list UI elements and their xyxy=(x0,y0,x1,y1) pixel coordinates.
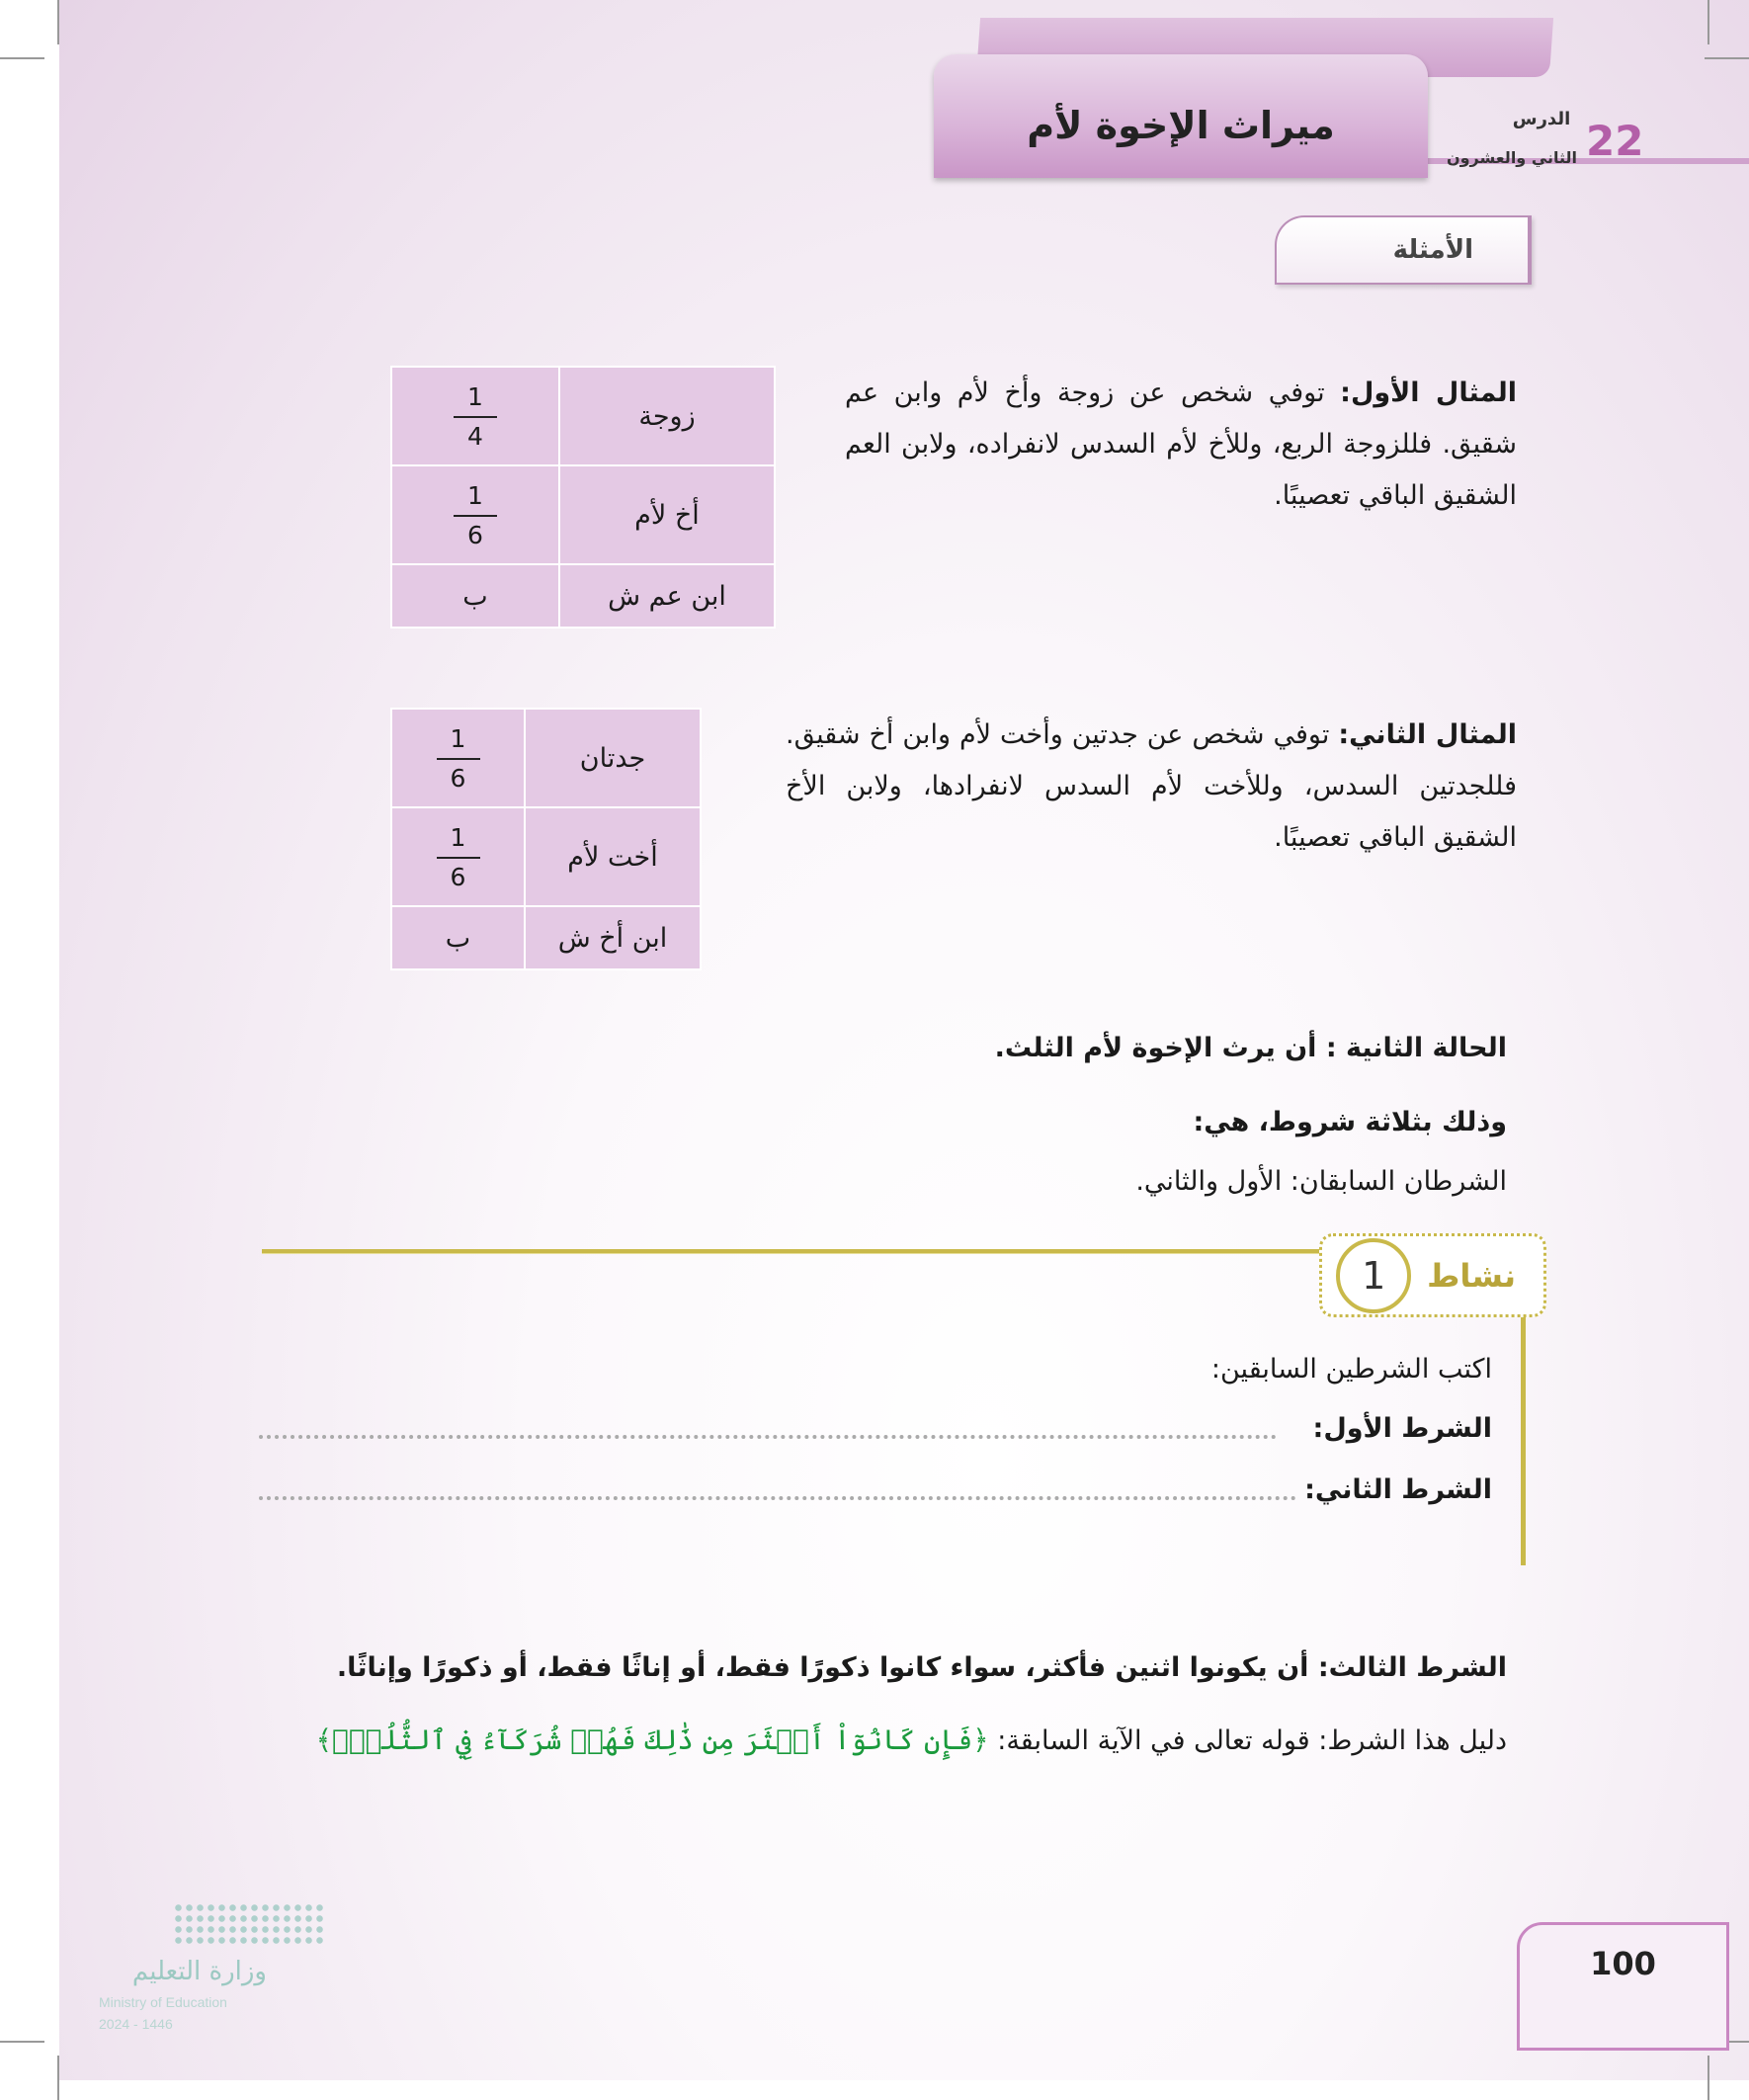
example2-label: المثال الثاني: xyxy=(1338,719,1517,750)
share-cell: ب xyxy=(391,564,559,628)
fraction-numerator: 1 xyxy=(450,822,466,852)
ministry-logo-icon xyxy=(173,1902,326,1947)
share-cell xyxy=(391,709,525,807)
ministry-name-en: Ministry of Education xyxy=(99,1994,227,2010)
case2-heading-text: الحالة الثانية : أن يرث الإخوة لأم الثلث. xyxy=(994,1033,1507,1063)
activity-instruction xyxy=(889,1344,1492,1395)
condition3-text: أن يكونوا اثنين فأكثر، سواء كانوا ذكورًا فقط، أو إناثًا فقط، أو ذكورًا وإناثًا. xyxy=(336,1652,1309,1683)
heir-cell: جدتان xyxy=(525,709,701,807)
fraction xyxy=(454,481,497,550)
fraction-bar xyxy=(437,758,480,760)
section-tab-examples xyxy=(1275,215,1532,285)
crop-mark xyxy=(0,2041,44,2043)
example1-text: توفي شخص عن زوجة وأخ لأم وابن عم شقيق. فللزوجة الربع، وللأخ لأم السدس لانفراده، ولابن العم الشقيق الباقي تعصيبًا. xyxy=(845,378,1517,511)
prev-conditions-text: الشرطان السابقان: الأول والثاني. xyxy=(1135,1166,1507,1197)
cond1-answer-line[interactable] xyxy=(259,1435,1277,1439)
crop-mark xyxy=(1705,57,1749,59)
example1-table xyxy=(390,366,776,629)
lesson-ordinal: الثاني والعشرون xyxy=(1446,148,1578,167)
activity-number: 1 xyxy=(1336,1238,1411,1313)
fraction-numerator: 1 xyxy=(450,723,466,753)
example1-paragraph xyxy=(845,368,1517,522)
lesson-label: الدرس xyxy=(1512,109,1571,129)
crop-mark xyxy=(57,2056,59,2100)
prev-conditions xyxy=(692,1156,1507,1208)
cond2-label: الشرط الثاني: xyxy=(1304,1474,1492,1505)
edition-year: 2024 - 1446 xyxy=(99,2016,173,2032)
share-cell: ب xyxy=(391,906,525,969)
evidence-paragraph xyxy=(252,1715,1507,1767)
fraction-bar xyxy=(454,416,497,418)
table-row xyxy=(391,807,701,906)
table-row xyxy=(391,367,775,465)
table-row xyxy=(391,709,701,807)
heir-cell: ابن أخ ش xyxy=(525,906,701,969)
conditions-intro-text: وذلك بثلاثة شروط، هي: xyxy=(1193,1107,1507,1137)
condition3-paragraph xyxy=(296,1642,1507,1694)
crop-mark xyxy=(1707,0,1709,44)
share-cell xyxy=(391,367,559,465)
activity-instruction-text: اكتب الشرطين السابقين: xyxy=(1210,1354,1492,1385)
fraction-bar xyxy=(437,857,480,859)
conditions-intro xyxy=(692,1097,1507,1148)
activity-cond1 xyxy=(1235,1403,1492,1455)
table-row xyxy=(391,906,701,969)
fraction-denominator: 6 xyxy=(467,520,483,549)
example1-label: المثال الأول: xyxy=(1340,378,1517,408)
example2-table xyxy=(390,708,702,970)
page-number-box xyxy=(1517,1922,1729,2051)
fraction xyxy=(437,724,480,794)
condition3-label: الشرط الثالث: xyxy=(1317,1652,1507,1683)
heir-cell: زوجة xyxy=(559,367,775,465)
share-cell xyxy=(391,807,525,906)
crop-mark xyxy=(57,0,59,44)
fraction-numerator: 1 xyxy=(467,381,483,411)
section-tab-label: الأمثلة xyxy=(1392,235,1473,265)
quran-verse: ﴿فَإِن كَانُوٓاْ أَكۡثَرَ مِن ذَٰلِكَ فَهُمۡ شُرَكَآءُ فِي ٱلثُّلُثِۚ﴾ xyxy=(315,1723,989,1756)
activity-cond2 xyxy=(1235,1465,1492,1516)
page-number: 100 xyxy=(1590,1945,1656,1982)
fraction-denominator: 4 xyxy=(467,421,483,451)
heir-cell: أخت لأم xyxy=(525,807,701,906)
fraction-denominator: 6 xyxy=(450,763,466,793)
share-cell xyxy=(391,465,559,564)
fraction-bar xyxy=(454,515,497,517)
cond2-answer-line[interactable] xyxy=(259,1496,1296,1500)
table-row xyxy=(391,465,775,564)
heir-cell: أخ لأم xyxy=(559,465,775,564)
cond1-label: الشرط الأول: xyxy=(1312,1413,1492,1444)
lesson-title-tab xyxy=(934,54,1428,178)
example2-paragraph xyxy=(786,710,1517,864)
crop-mark xyxy=(1707,2056,1709,2100)
fraction-denominator: 6 xyxy=(450,862,466,891)
fraction-numerator: 1 xyxy=(467,480,483,510)
activity-label: نشاط xyxy=(1427,1256,1516,1295)
table-row xyxy=(391,564,775,628)
activity-badge xyxy=(1319,1233,1546,1317)
crop-mark xyxy=(0,57,44,59)
example2-text: توفي شخص عن جدتين وأخت لأم وابن أخ شقيق. فللجدتين السدس، وللأخت لأم السدس لانفرادها، ولابن الأخ الشقيق الباقي تعصيبًا. xyxy=(786,719,1517,853)
heir-cell: ابن عم ش xyxy=(559,564,775,628)
ministry-name-ar: وزارة التعليم xyxy=(131,1957,267,1986)
lesson-title: ميراث الإخوة لأم xyxy=(1027,103,1335,147)
lesson-number: 22 xyxy=(1586,117,1644,165)
fraction xyxy=(454,382,497,452)
fraction xyxy=(437,823,480,892)
evidence-text: دليل هذا الشرط: قوله تعالى في الآية السابقة: xyxy=(997,1725,1507,1756)
case2-heading xyxy=(692,1023,1507,1074)
